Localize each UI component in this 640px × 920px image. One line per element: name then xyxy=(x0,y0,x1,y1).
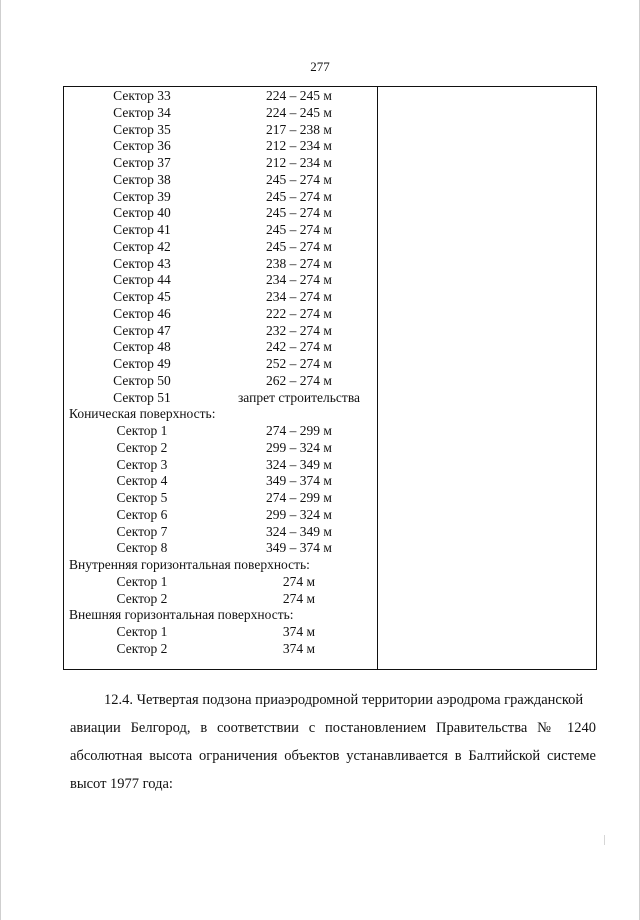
height-limit-value: 252 – 274 м xyxy=(266,356,332,371)
sector-name: Сектор 4 xyxy=(116,473,168,489)
height-limit-value: 224 – 245 м xyxy=(266,104,332,120)
table-row xyxy=(64,222,377,239)
height-limit-value: 374 м xyxy=(282,624,316,639)
height-limit-value: 274 м xyxy=(282,590,316,606)
sector-name: Сектор 2 xyxy=(116,640,168,656)
table-row xyxy=(64,289,377,306)
sector-name: Сектор 47 xyxy=(113,322,171,338)
sector-name: Сектор 42 xyxy=(113,238,171,254)
table-rows xyxy=(64,88,377,658)
height-limit-value: 299 – 324 м xyxy=(266,506,332,522)
table-row xyxy=(64,256,377,273)
height-limit-value: 245 – 274 м xyxy=(266,238,332,254)
sector-name: Сектор 40 xyxy=(113,205,171,221)
sector-name: Сектор 38 xyxy=(113,171,171,187)
sector-name: Сектор 3 xyxy=(116,456,168,472)
table-row xyxy=(64,138,377,155)
table-row xyxy=(64,172,377,189)
table-row xyxy=(64,373,377,390)
table-row xyxy=(64,624,377,641)
sector-name: Сектор 1 xyxy=(116,624,168,639)
table-row xyxy=(64,457,377,474)
height-limit-value: 234 – 274 м xyxy=(266,272,332,288)
height-limit-value: 232 – 274 м xyxy=(266,322,332,338)
table-row xyxy=(64,641,377,658)
table-section-heading xyxy=(64,406,377,423)
height-limit-value: 349 – 374 м xyxy=(266,473,332,489)
height-limit-value: 274 – 299 м xyxy=(266,423,332,438)
height-limit-value: 274 – 299 м xyxy=(266,490,332,505)
height-limit-value: 245 – 274 м xyxy=(266,171,332,187)
page-number: 277 xyxy=(310,59,330,74)
sector-name: Сектор 8 xyxy=(116,540,168,556)
height-limit-value: 212 – 234 м xyxy=(266,155,332,170)
table-row xyxy=(64,88,377,105)
table-row xyxy=(64,323,377,340)
table-row xyxy=(64,540,377,557)
table-row xyxy=(64,473,377,490)
height-limit-value: 238 – 274 м xyxy=(266,255,332,271)
sector-name: Сектор 1 xyxy=(116,573,168,589)
table-row xyxy=(64,356,377,373)
height-limit-value: 274 м xyxy=(282,573,316,589)
height-limit-value: 245 – 274 м xyxy=(266,222,332,237)
sector-name: Сектор 2 xyxy=(116,439,168,455)
height-limit-value: 374 м xyxy=(282,640,316,656)
table-row xyxy=(64,306,377,323)
height-restrictions-table xyxy=(63,86,597,670)
table-row xyxy=(64,524,377,541)
sector-name: Сектор 43 xyxy=(113,255,171,271)
height-limit-value: запрет строительства xyxy=(237,389,361,405)
height-limit-value: 224 – 245 м xyxy=(266,88,332,103)
table-row xyxy=(64,339,377,356)
height-limit-value: 222 – 274 м xyxy=(266,305,332,321)
sector-name: Сектор 5 xyxy=(116,490,168,505)
table-row xyxy=(64,440,377,457)
table-row xyxy=(64,591,377,608)
sector-name: Сектор 44 xyxy=(113,272,171,288)
height-limit-value: 349 – 374 м xyxy=(266,540,332,556)
sector-name: Сектор 1 xyxy=(116,423,168,438)
sector-name: Сектор 51 xyxy=(113,389,171,405)
height-limit-value: 242 – 274 м xyxy=(266,339,332,355)
height-limit-value: 234 – 274 м xyxy=(266,289,332,304)
table-row xyxy=(64,155,377,172)
sector-name: Сектор 2 xyxy=(116,590,168,606)
sector-name: Сектор 34 xyxy=(113,104,171,120)
height-limit-value: 245 – 274 м xyxy=(266,188,332,204)
height-limit-value: 262 – 274 м xyxy=(266,372,332,388)
height-limit-value: 299 – 324 м xyxy=(266,439,332,455)
height-limit-value: 324 – 349 м xyxy=(266,523,332,539)
section-heading-text: Коническая поверхность: xyxy=(69,406,216,422)
sector-name: Сектор 41 xyxy=(113,222,171,237)
table-row xyxy=(64,423,377,440)
table-section-heading xyxy=(64,607,377,624)
table-row xyxy=(64,205,377,222)
section-heading-text: Внешняя горизонтальная поверхность: xyxy=(69,607,294,623)
table-row xyxy=(64,390,377,407)
sector-name: Сектор 48 xyxy=(113,339,171,355)
sector-name: Сектор 50 xyxy=(113,372,171,388)
sector-name: Сектор 46 xyxy=(113,305,171,321)
page-left-edge xyxy=(0,0,1,920)
section-heading-text: Внутренняя горизонтальная поверхность: xyxy=(69,557,310,572)
table-section-heading xyxy=(64,557,377,574)
sector-name: Сектор 7 xyxy=(116,523,168,539)
scan-artifact xyxy=(604,835,605,845)
sector-name: Сектор 49 xyxy=(113,356,171,371)
height-limit-value: 217 – 238 м xyxy=(266,121,332,137)
sector-name: Сектор 45 xyxy=(113,289,171,304)
table-column-divider xyxy=(377,87,378,669)
paragraph-first-line: 12.4. Четвертая подзона приаэродромной территории аэродрома гражданской xyxy=(104,692,584,708)
section-12-4-paragraph xyxy=(70,686,596,798)
table-row xyxy=(64,189,377,206)
table-row xyxy=(64,490,377,507)
sector-name: Сектор 6 xyxy=(116,506,168,522)
table-row xyxy=(64,272,377,289)
sector-name: Сектор 33 xyxy=(113,88,171,103)
table-row xyxy=(64,507,377,524)
sector-name: Сектор 36 xyxy=(113,138,171,154)
height-limit-value: 324 – 349 м xyxy=(266,456,332,472)
table-row xyxy=(64,574,377,591)
paragraph-body: авиации Белгород, в соответствии с постановлением Правительства № 1240 абсолютная высота ограничения объектов устанавливается в Балтийской системе высот 1977 года: xyxy=(70,720,596,792)
table-row xyxy=(64,105,377,122)
table-row xyxy=(64,239,377,256)
sector-name: Сектор 35 xyxy=(113,121,171,137)
sector-name: Сектор 39 xyxy=(113,188,171,204)
table-row xyxy=(64,122,377,139)
height-limit-value: 245 – 274 м xyxy=(266,205,332,221)
sector-name: Сектор 37 xyxy=(113,155,171,170)
height-limit-value: 212 – 234 м xyxy=(266,138,332,154)
